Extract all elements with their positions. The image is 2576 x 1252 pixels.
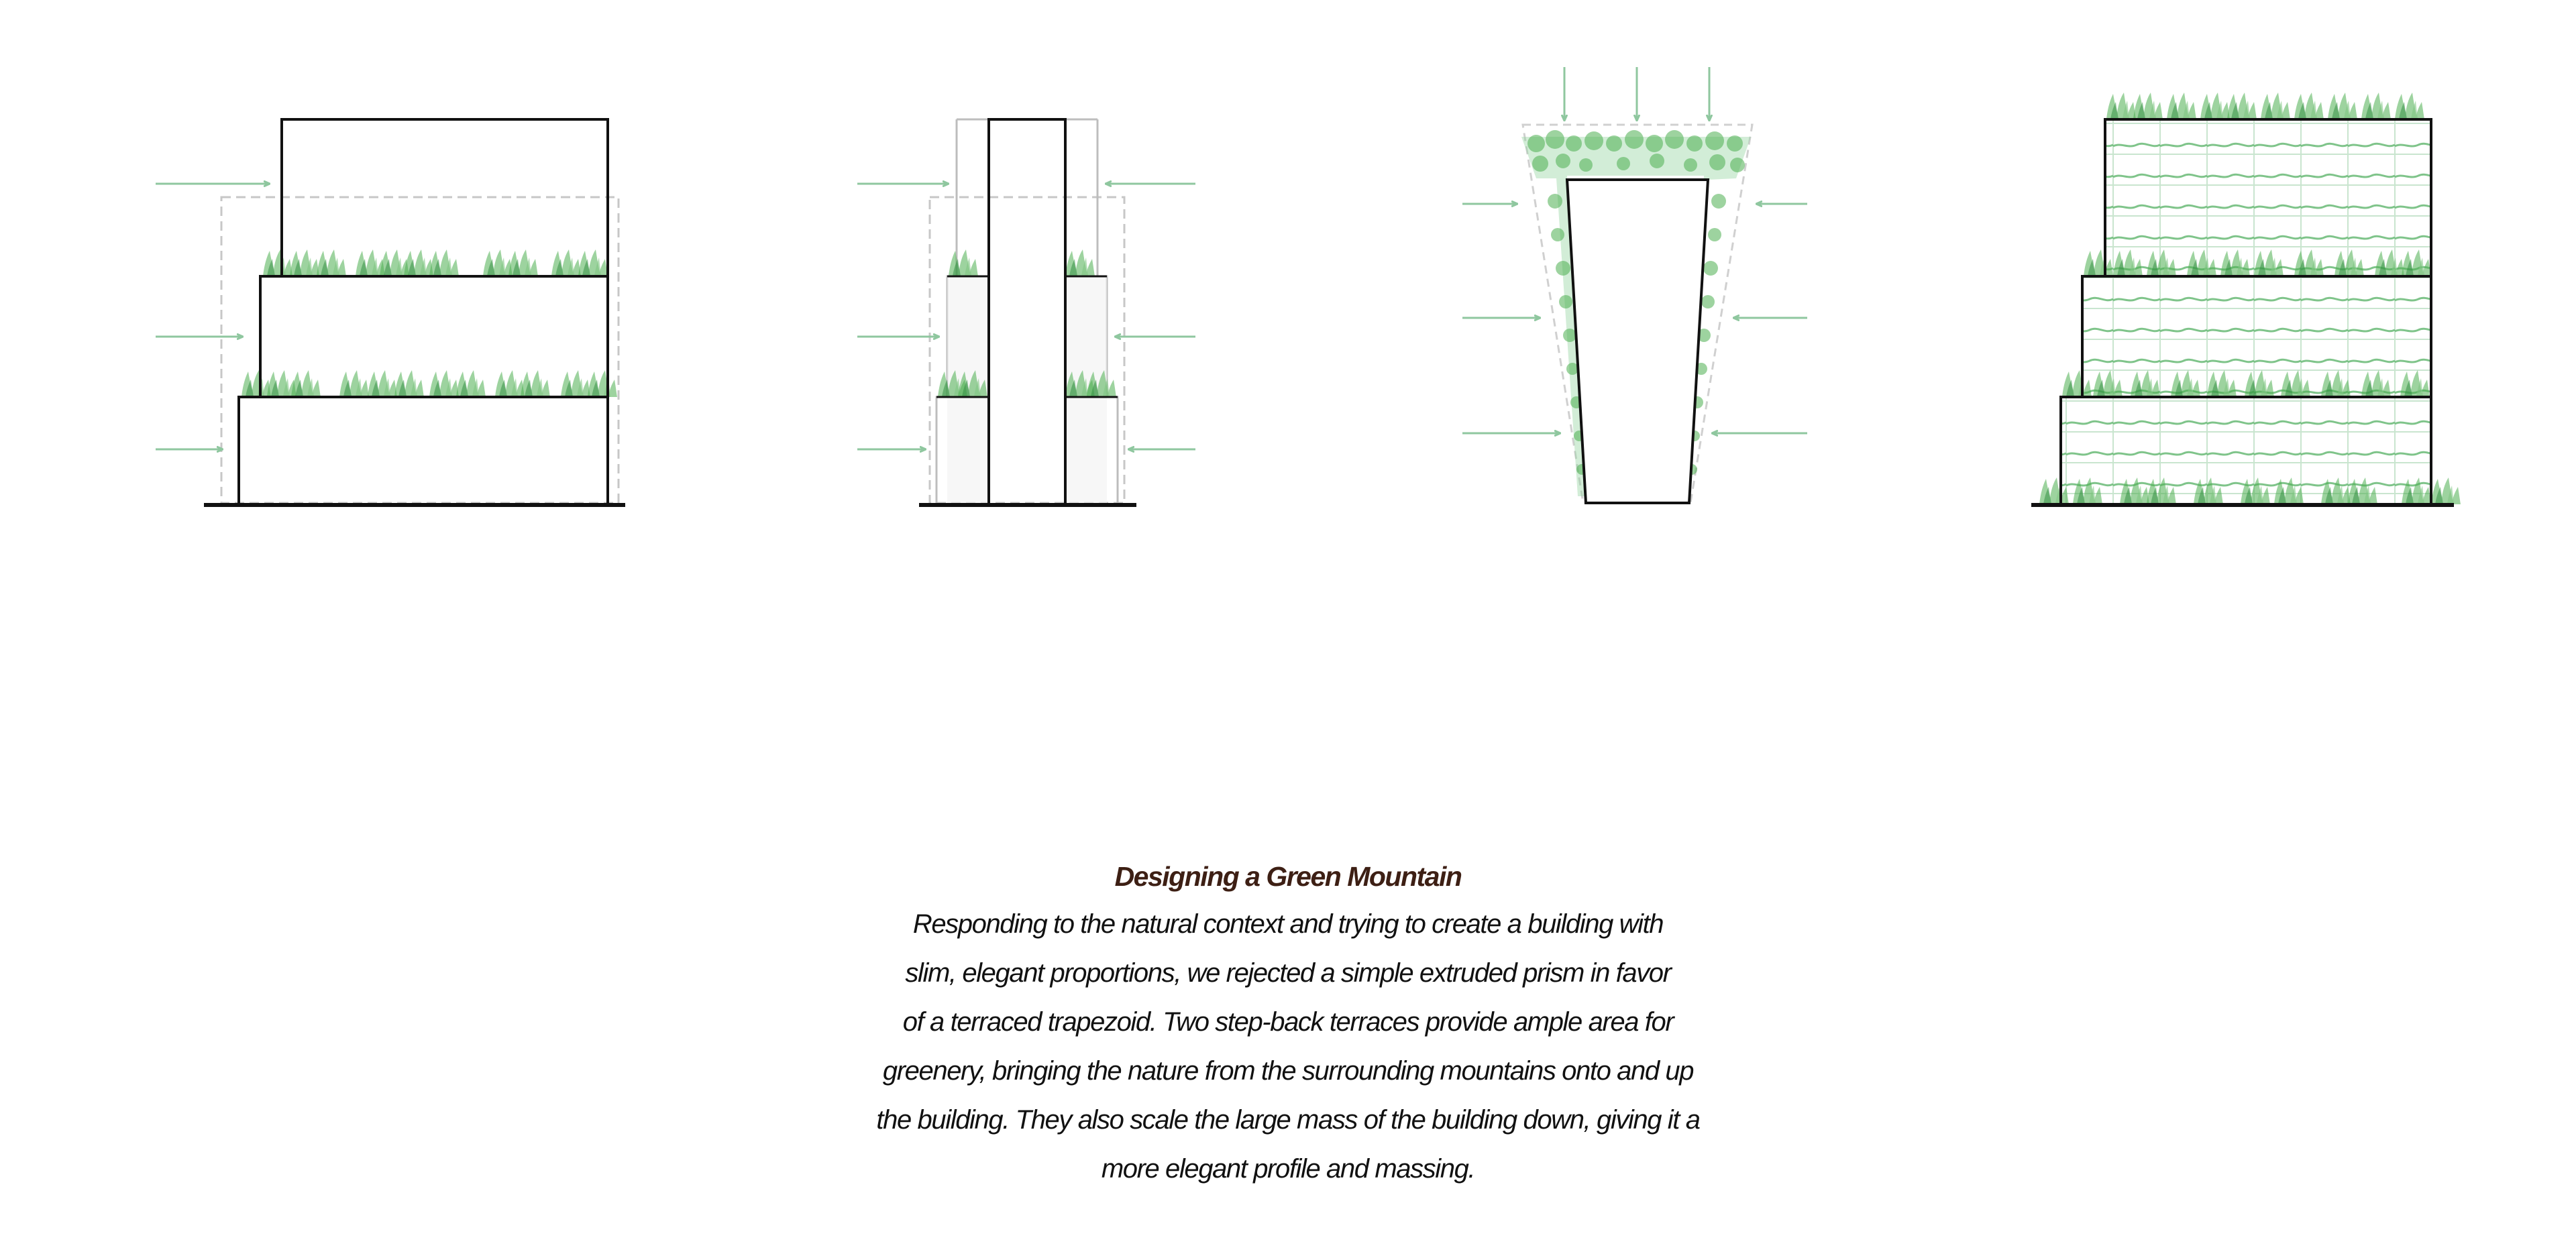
panel-inverted-trapezoid <box>1462 67 1807 503</box>
caption-line: greenery, bringing the nature from the surrounding mountains onto and up <box>882 1056 1694 1086</box>
arrows-top <box>1564 67 1709 121</box>
panel-stepped-terraces <box>156 119 625 505</box>
caption-line: slim, elegant proportions, we rejected a simple extruded prism in favor <box>905 958 1671 988</box>
arrows-right <box>1712 204 1807 433</box>
greenery-roof <box>2106 93 2424 119</box>
trapezoid-outline <box>1567 180 1708 503</box>
arrows-right <box>1106 184 1195 449</box>
caption-line: the building. They also scale the large mass of the building down, giving it a <box>876 1105 1700 1135</box>
facade-grid <box>2061 119 2431 504</box>
caption-title: Designing a Green Mountain <box>1114 861 1462 892</box>
building-outline <box>239 119 608 504</box>
panel-slim-core-tower <box>857 119 1195 505</box>
greenery-terrace-lower <box>241 370 617 397</box>
caption-line: more elegant profile and massing. <box>1101 1154 1475 1184</box>
arrows-left <box>156 184 270 449</box>
arrows-left <box>857 184 949 449</box>
arrows-left <box>1462 204 1560 433</box>
caption-line: Responding to the natural context and trying to create a building with <box>912 909 1664 939</box>
greenery-terrace-upper <box>263 249 608 276</box>
caption-line: of a terraced trapezoid. Two step-back terraces provide ample area for <box>902 1007 1674 1037</box>
panel-green-grid-facade <box>2031 93 2461 505</box>
caption <box>785 853 1791 1194</box>
caption-body <box>785 900 1791 1194</box>
